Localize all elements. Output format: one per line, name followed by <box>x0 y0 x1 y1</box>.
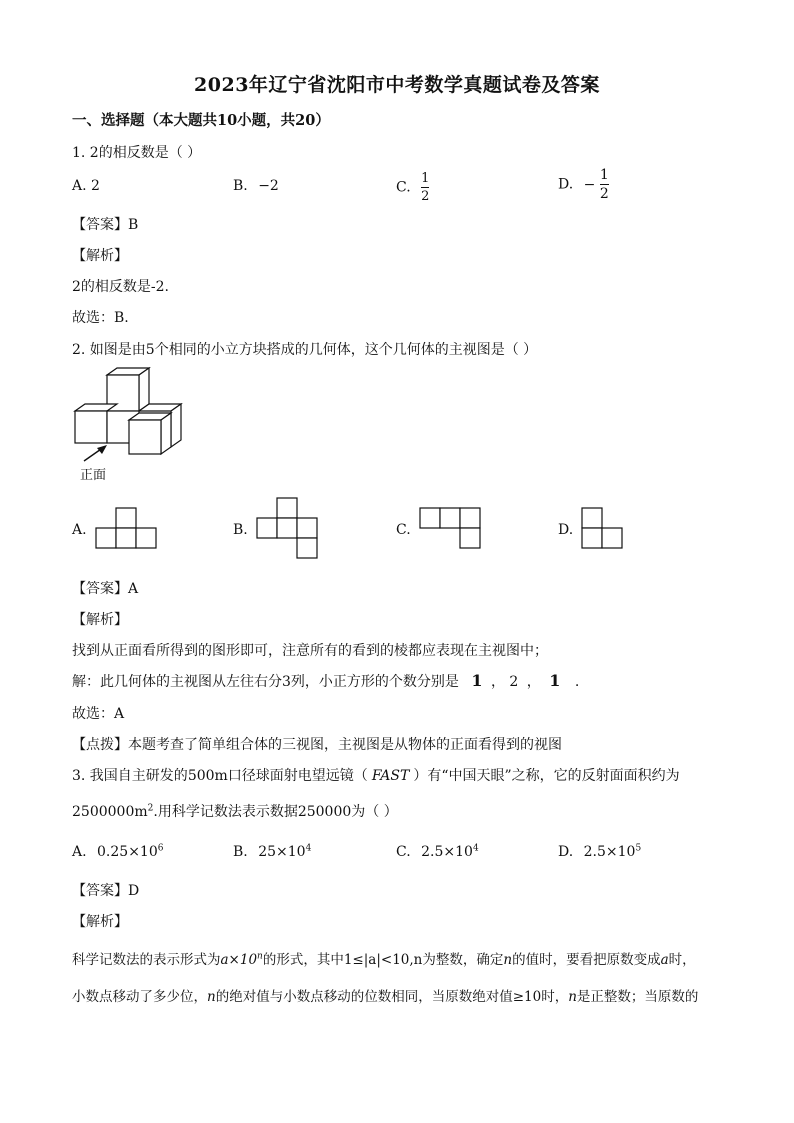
q1-option-a: A. 2 <box>72 178 100 194</box>
grid-square <box>277 498 297 518</box>
q2-option-d-label: D. <box>558 522 574 538</box>
separator: ， <box>526 674 541 690</box>
q1-option-b-label: B. <box>233 178 248 194</box>
q3-area-exponent: 2 <box>147 803 154 814</box>
fraction-bar <box>600 184 609 185</box>
q2-count-3: 1 <box>549 671 561 690</box>
q3-formula-exponent: n <box>257 951 263 962</box>
q2-analysis-2 <box>72 671 579 691</box>
q1-option-d-sign: − <box>583 176 596 193</box>
grid-square <box>297 518 317 538</box>
separator: ， <box>490 674 505 690</box>
q1-option-c-numerator: 1 <box>421 171 430 186</box>
q3-option-a-exponent: 6 <box>157 843 164 854</box>
q2-option-a-figure <box>95 507 159 550</box>
q3-analysis-text: 的形式，其中 <box>262 952 344 968</box>
q3-analysis-text: 是正整数；当原数的 <box>576 989 699 1005</box>
q3-analysis-text: 的绝对值与小数点移动的位数相同，当原数绝对值≥10时， <box>215 989 569 1005</box>
q2-analysis-label: 【解析】 <box>72 612 128 628</box>
grid-square <box>440 508 460 528</box>
q2-choose: 故选：A <box>72 706 125 722</box>
q1-analysis: 2的相反数是-2. <box>72 279 169 295</box>
q3-option-a-base: 0.25×10 <box>97 844 158 860</box>
q3-option-c-label: C. <box>396 844 411 860</box>
q3-aperture: 500m <box>187 768 228 784</box>
q1-option-c-denominator: 2 <box>421 189 430 204</box>
q1-choose: 故选：B. <box>72 310 129 326</box>
q3-stem-text: .用科学记数法表示数据 <box>153 804 298 820</box>
grid-square <box>582 528 602 548</box>
q3-var-a: a <box>660 952 669 968</box>
grid-square <box>420 508 440 528</box>
q2-option-c-label: C. <box>396 522 411 538</box>
q3-option-d-exponent: 5 <box>635 843 642 854</box>
q2-option-a-label: A. <box>72 522 87 538</box>
q3-stem-text: 口径球面射电望远镜（ <box>227 768 368 784</box>
q3-area: 2500000m <box>72 804 148 820</box>
q1-option-d-numerator: 1 <box>599 167 609 183</box>
q3-stem-2 <box>72 801 398 821</box>
q3-analysis-text: 时， <box>668 952 696 968</box>
q3-option-a-label: A. <box>72 844 87 860</box>
q3-answer: 【答案】D <box>72 883 140 899</box>
cube-side-face <box>161 413 171 454</box>
q1-option-d-fraction <box>600 168 609 201</box>
q2-count-2: 2 <box>509 674 519 690</box>
q3-stem-text: 为（ ） <box>351 804 398 820</box>
q3-stem-text: ）有“中国天眼”之称，它的反射面面积约为 <box>413 768 680 784</box>
q2-option-c-figure <box>419 507 483 550</box>
q1-option-b <box>233 178 279 194</box>
q3-option-b-label: B. <box>233 844 248 860</box>
q3-analysis-2 <box>72 985 698 1005</box>
fraction-bar <box>421 187 429 188</box>
q1-option-d-label: D. <box>558 176 574 193</box>
q3-option-b <box>233 844 311 860</box>
grid-square <box>277 518 297 538</box>
q3-option-d <box>558 844 641 860</box>
q1-analysis-label: 【解析】 <box>72 248 128 264</box>
section-heading: 一、选择题（本大题共10小题，共20） <box>72 112 330 129</box>
q1-option-c-fraction <box>421 172 429 203</box>
q2-tip: 【点拨】本题考查了简单组合体的三视图，主视图是从物体的正面看得到的视图 <box>72 737 562 753</box>
q2-stem: 2. 如图是由5个相同的小立方块搭成的几何体，这个几何体的主视图是（ ） <box>72 342 538 358</box>
q3-option-c-exponent: 4 <box>472 843 479 854</box>
q2-analysis-2-text: 解：此几何体的主视图从左往右分3列，小正方形的个数分别是 <box>72 674 459 690</box>
period: . <box>574 674 580 690</box>
q2-option-b-label: B. <box>233 522 248 538</box>
cube-front-face <box>75 411 107 443</box>
cube-side-face <box>171 404 181 447</box>
q3-fast: FAST <box>371 768 410 784</box>
q3-condition: 1≤|a|<10,n <box>343 952 423 968</box>
q3-var-n: n <box>568 989 577 1005</box>
q1-stem: 1. 2的相反数是（ ） <box>72 145 202 161</box>
q3-stem-text: 3. 我国自主研发的 <box>72 768 188 784</box>
q2-option-d-figure <box>581 507 625 550</box>
q3-analysis-text: 科学记数法的表示形式为 <box>72 952 221 968</box>
q1-option-d-denominator: 2 <box>599 186 609 202</box>
q3-analysis-label: 【解析】 <box>72 914 128 930</box>
q1-option-c-label: C. <box>396 179 411 196</box>
q2-count-1: 1 <box>471 671 483 690</box>
q3-option-d-label: D. <box>558 844 574 860</box>
q3-stem-1 <box>72 765 680 785</box>
grid-square <box>116 528 136 548</box>
q3-option-c <box>396 844 479 860</box>
q3-formula: a×10 <box>220 952 258 968</box>
arrow-head-icon <box>97 445 107 454</box>
grid-square <box>116 508 136 528</box>
grid-square <box>460 528 480 548</box>
q3-option-d-base: 2.5×10 <box>583 844 636 860</box>
q3-analysis-text: 小数点移动了多少位， <box>72 989 207 1005</box>
q3-option-a <box>72 844 163 860</box>
grid-square <box>602 528 622 548</box>
q3-analysis-text: 的值时，要看把原数变成 <box>512 952 661 968</box>
page-title: 2023年辽宁省沈阳市中考数学真题试卷及答案 <box>194 74 600 96</box>
q2-analysis-1: 找到从正面看所得到的图形即可，注意所有的看到的棱都应表现在主视图中； <box>72 643 548 659</box>
q1-option-b-value: −2 <box>258 178 279 194</box>
grid-square <box>582 508 602 528</box>
grid-square <box>96 528 116 548</box>
cube-front-face <box>129 420 161 454</box>
q2-option-b-figure <box>256 497 320 560</box>
q3-var-n: n <box>503 952 513 968</box>
q3-var-n: n <box>207 989 216 1005</box>
q3-option-b-exponent: 4 <box>305 843 312 854</box>
q3-option-c-base: 2.5×10 <box>421 844 473 860</box>
q2-cube-figure <box>70 366 190 484</box>
grid-square <box>257 518 277 538</box>
q1-option-d <box>558 168 609 201</box>
q3-analysis-1 <box>72 948 696 968</box>
q1-answer: 【答案】B <box>72 217 139 233</box>
front-label: 正面 <box>80 468 107 483</box>
q3-number: 250000 <box>297 804 352 820</box>
grid-square <box>136 528 156 548</box>
grid-square <box>297 538 317 558</box>
q3-analysis-text: 为整数，确定 <box>422 952 504 968</box>
q1-option-c <box>396 172 429 203</box>
grid-square <box>460 508 480 528</box>
q3-option-b-base: 25×10 <box>258 844 306 860</box>
q2-answer: 【答案】A <box>72 581 139 597</box>
